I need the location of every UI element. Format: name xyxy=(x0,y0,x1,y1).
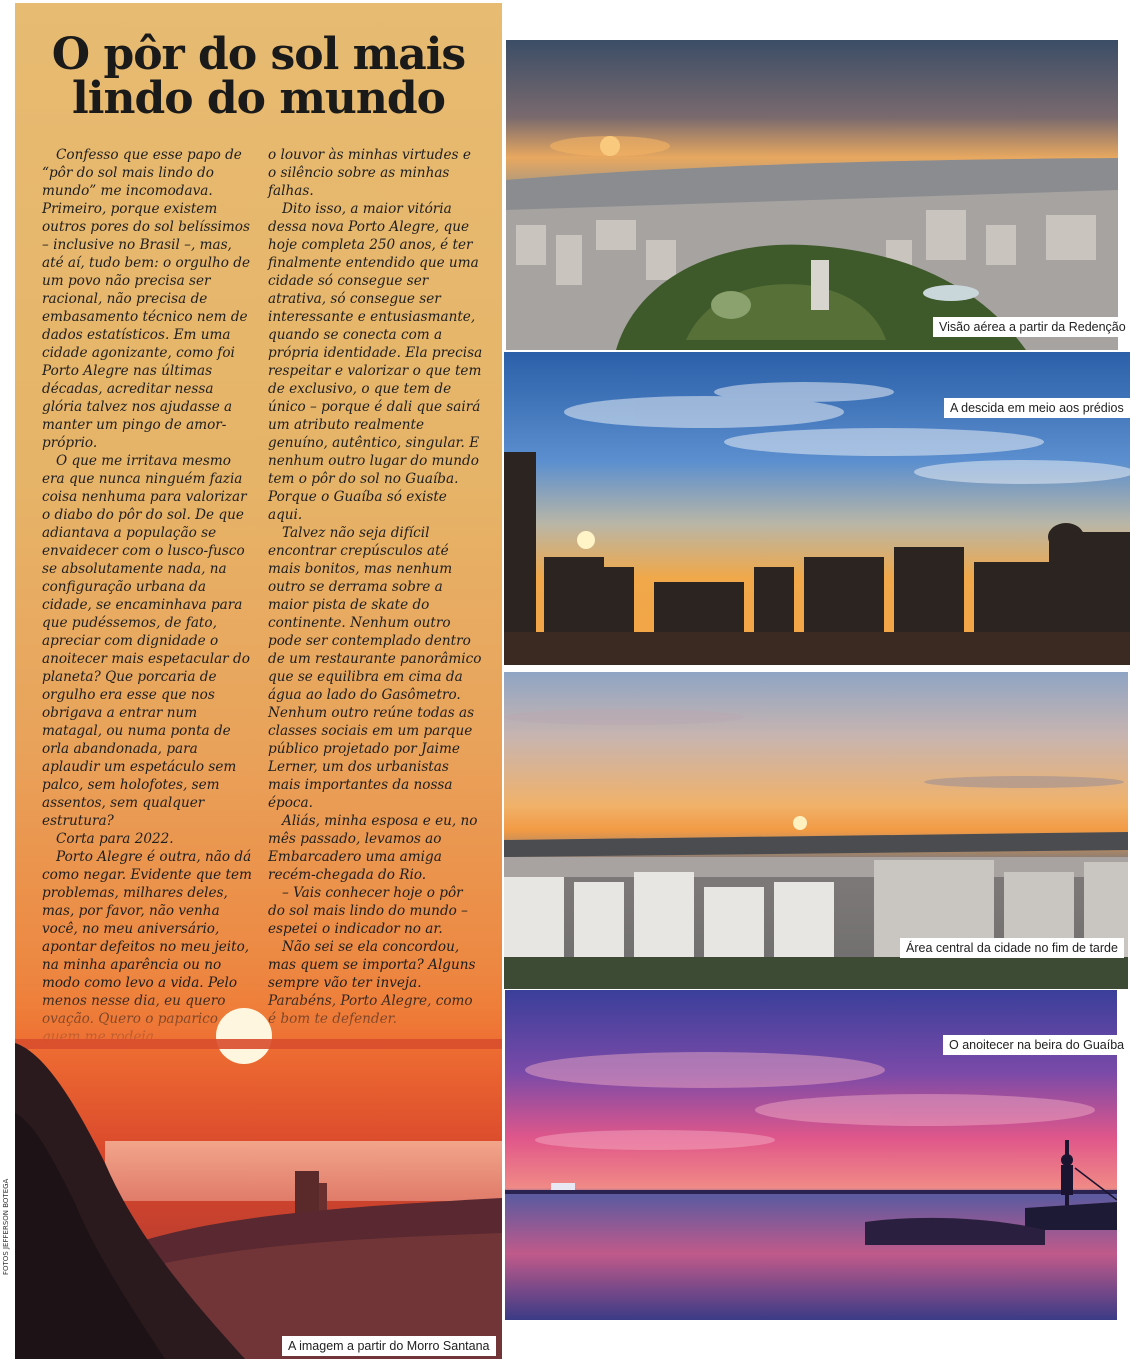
paragraph: O que me irritava mesmo era que nunca ninguém fazia coisa nenhuma para valorizar o diabo do pôr do sol. De que adiantava a população se envaidecer com o lusco-fusco se absolutamente nada, na configuração urbana da cidade, se encaminhava para que pudéssemos, de fato, apreciar com dignidade o anoitecer mais espetacular do planeta? Que porcaria de orgulho era esse que nos obrigava a entrar num matagal, ou numa ponta de orla abandonada, para aplaudir um espetáculo sem palco, sem holofotes, sem assentos, sem qualquer estrutura? xyxy=(42,453,250,829)
morro-santana-photo xyxy=(15,993,502,1359)
caption-photo-1: Visão aérea a partir da Redenção xyxy=(933,317,1132,337)
headline-line-2: lindo do mundo xyxy=(72,73,445,124)
paragraph: Corta para 2022. xyxy=(56,831,174,847)
paragraph: Dito isso, a maior vitória dessa nova Porto Alegre, que hoje completa 250 anos, é ter finalmente entendido que uma cidade só consegue ser atrativa, só consegue ser interessante e entusiasmante, quando se conecta com a própria identidade. Ela precisa respeitar e valorizar o que tem de exclusivo, o que tem de único – porque é dali que sairá um atributo realmente genuíno, autêntico, singular. E nenhum outro lugar do mundo tem o pôr do sol no Guaíba. Porque o Guaíba só existe aqui. xyxy=(268,201,483,523)
paragraph: – Vais conhecer hoje o pôr do sol mais lindo do mundo – espetei o indicador no ar. xyxy=(268,885,468,937)
caption-left-photo: A imagem a partir do Morro Santana xyxy=(282,1336,496,1356)
paragraph: Porto Alegre é outra, não dá como negar. Evidente que tem problemas, milhares deles, mas, por favor, não venha você, no meu aniversário, apontar defeitos no meu jeito, na minha aparência ou no modo como levo a vida. Pelo xyxy=(42,849,252,991)
caption-photo-4: O anoitecer na beira do Guaíba xyxy=(943,1035,1130,1055)
paragraph: Aliás, minha esposa e eu, no mês passado, levamos ao Embarcadero uma amiga recém-chegada do Rio. xyxy=(268,813,478,883)
paragraph: Confesso que esse papo de “pôr do sol mais lindo do mundo” me incomodava. Primeiro, porque existem outros pores do sol belíssimos – inclusive no Brasil –, mas, até aí, tudo bem: o orgulho de um povo não precisa ser racional, não precisa de embasamento técnico nem de dados estatísticos. Em uma cidade agonizante, como foi Porto Alegre nas últimas décadas, acreditar nessa glória talvez nos ajudasse a manter um pingo de amor-próprio. xyxy=(42,147,250,451)
caption-photo-3: Área central da cidade no fim de tarde xyxy=(900,938,1124,958)
article-column-1 xyxy=(42,146,257,1046)
paragraph: Não sei se ela concordou, mas quem se importa? Alguns sempre vão ter inveja. xyxy=(268,939,476,991)
photo-aerial-redencao xyxy=(506,40,1118,350)
paragraph: o louvor às minhas virtudes e o silêncio sobre as minhas falhas. xyxy=(268,147,471,199)
headline xyxy=(15,29,502,124)
headline-line-1: O pôr do sol mais xyxy=(51,29,466,80)
article-panel xyxy=(15,3,502,1359)
photo-credit: FOTOS JEFFERSON BOTEGA xyxy=(2,1178,10,1275)
article-column-2 xyxy=(268,146,483,1028)
caption-photo-2: A descida em meio aos prédios xyxy=(944,398,1130,418)
paragraph: Talvez não seja difícil encontrar crepúsculos até mais bonitos, mas nenhum outro se derrama sobre a maior pista de skate do continente. Nenhum outro pode ser contemplado dentro de um restaurante panorâmico que se equilibra em cima da água ao lado do Gasômetro. Nenhum outro reúne todas as classes sociais em um parque público projetado por Jaime Lerner, um dos urbanistas mais importantes da nossa época. xyxy=(268,525,482,811)
